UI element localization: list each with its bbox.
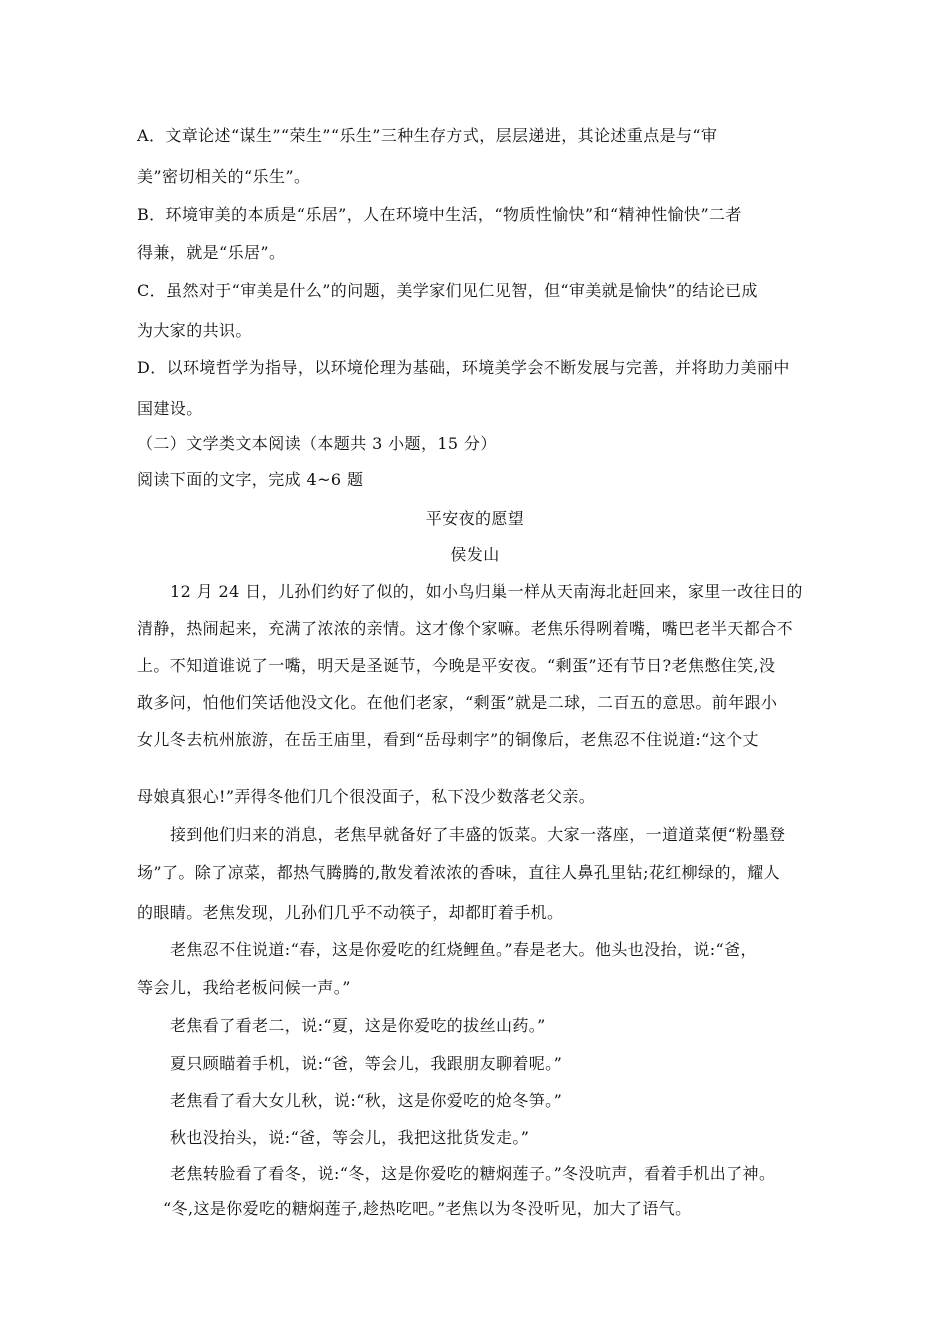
p3-line-2: 等会儿，我给老板问候一声。” xyxy=(137,978,351,997)
p6-line: 老焦看了看大女儿秋，说:“秋，这是你爱吃的炝冬笋。” xyxy=(170,1091,563,1110)
p2-line-3: 的眼睛。老焦发现，儿孙们几乎不动筷子，却都盯着手机。 xyxy=(137,903,564,922)
p1-line-4: 敢多问，怕他们笑话他没文化。在他们老家，“剩蛋”就是二球，二百五的意思。前年跟小 xyxy=(137,693,778,712)
option-d-line-1: D．以环境哲学为指导，以环境伦理为基础，环境美学会不断发展与完善，并将助力美丽中 xyxy=(137,358,790,377)
option-a-line-1: A．文章论述“谋生”“荣生”“乐生”三种生存方式，层层递进，其论述重点是与“审 xyxy=(137,126,718,145)
p9-line: “冬,这是你爱吃的糖焖莲子,趁热吃吧。”老焦以为冬没听见，加大了语气。 xyxy=(163,1199,692,1218)
p1-line-6: 母娘真狠心!”弄得冬他们几个很没面子，私下没少数落老父亲。 xyxy=(137,787,596,806)
option-d-line-2: 国建设。 xyxy=(137,399,203,418)
section-instruction: 阅读下面的文字，完成 4~6 题 xyxy=(137,470,364,489)
story-author: 侯发山 xyxy=(450,545,500,564)
option-c-line-1: C．虽然对于“审美是什么”的问题，美学家们见仁见智，但“审美就是愉快”的结论已成 xyxy=(137,281,758,300)
p5-line: 夏只顾瞄着手机，说:“爸，等会儿，我跟朋友聊着呢。” xyxy=(170,1054,563,1073)
p1-line-5: 女儿冬去杭州旅游，在岳王庙里，看到“岳母刺字”的铜像后，老焦忍不住说道:“这个丈 xyxy=(137,730,759,749)
p7-line: 秋也没抬头，说:“爸，等会儿，我把这批货发走。” xyxy=(170,1128,530,1147)
p2-line-1: 接到他们归来的消息，老焦早就备好了丰盛的饭菜。大家一落座，一道道菜便“粉墨登 xyxy=(170,825,786,844)
p2-line-2: 场”了。除了凉菜，都热气腾腾的,散发着浓浓的香味，直往人鼻孔里钻;花红柳绿的，耀人 xyxy=(137,863,781,882)
p1-line-2: 清静，热闹起来，充满了浓浓的亲情。这才像个家嘛。老焦乐得咧着嘴，嘴巴老半天都合不 xyxy=(137,619,794,638)
option-c-line-2: 为大家的共识。 xyxy=(137,321,252,340)
p8-line: 老焦转脸看了看冬，说:“冬，这是你爱吃的糖焖莲子。”冬没吭声，看着手机出了神。 xyxy=(170,1164,776,1183)
story-title: 平安夜的愿望 xyxy=(425,509,525,528)
p1-line-3: 上。不知道谁说了一嘴，明天是圣诞节，今晚是平安夜。“剩蛋”还有节日?老焦憋住笑,没 xyxy=(137,656,776,675)
p1-line-1: 12 月 24 日，儿孙们约好了似的，如小鸟归巢一样从天南海北赶回来，家里一改往日的 xyxy=(170,582,803,601)
option-a-line-2: 美”密切相关的“乐生”。 xyxy=(137,167,311,186)
option-b-line-1: B．环境审美的本质是“乐居”，人在环境中生活，“物质性愉快”和“精神性愉快”二者 xyxy=(137,205,742,224)
section-heading: （二）文学类文本阅读（本题共 3 小题，15 分） xyxy=(137,434,497,453)
p3-line-1: 老焦忍不住说道:“春，这是你爱吃的红烧鲤鱼。”春是老大。他头也没抬，说:“爸， xyxy=(170,940,757,959)
option-b-line-2: 得兼，就是“乐居”。 xyxy=(137,243,286,262)
p4-line: 老焦看了看老二，说:“夏，这是你爱吃的拔丝山药。” xyxy=(170,1016,546,1035)
